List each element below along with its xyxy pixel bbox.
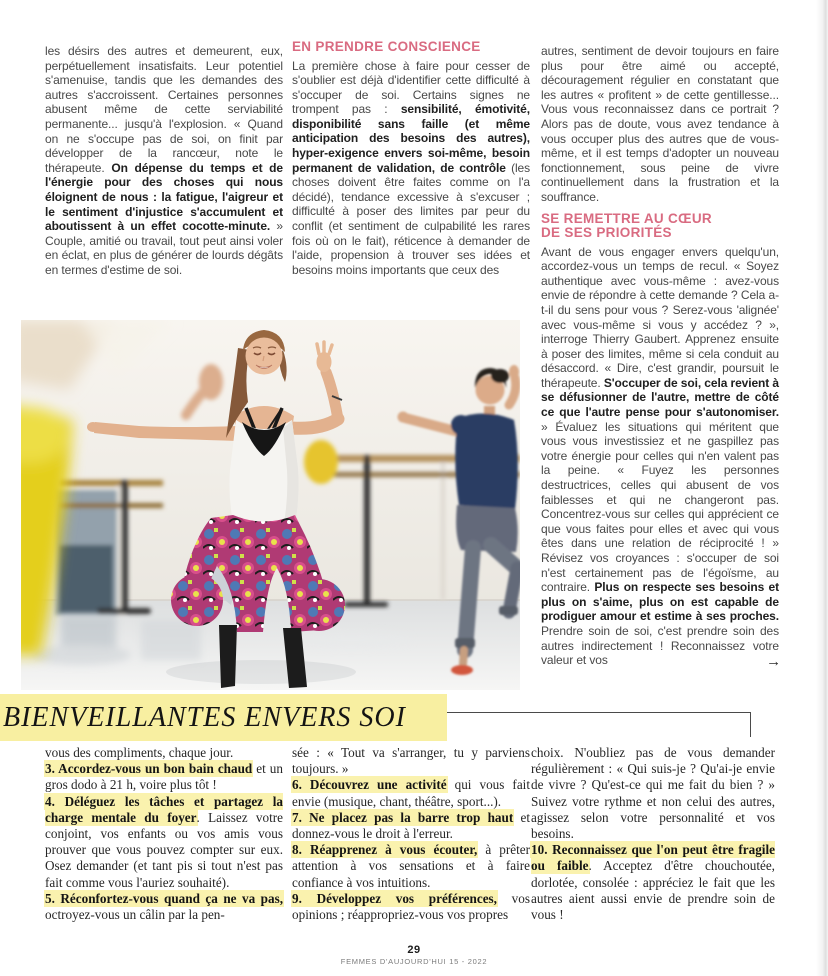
headline-text: BIENVEILLANTES ENVERS SOI xyxy=(3,702,406,733)
body-text: Avant de vous engager envers quelqu'un, accordez-vous un temps de recul. « Soyez authentique avec vous-même : avez-vous envie de répondre à cette demande ? Cela a-t-il du sens pour vous ? Serez-vous 'alignée' avec vous-même si vous y accédez ? », interroge Thierry Gaubert. Apprenez ensuite à poser des limites, même si cela conduit au désaccord. « Dire, c'est grandir, poursuit le thérapeute. S'occuper de soi, cela revient à se défusionner de l'autre, mettre de côté ce que l'autre pense pour s'autonomiser. » Évaluez les situations qui méritent que vous vous investissiez et ne gaspillez pas votre énergie pour celles qui n'en valent pas la peine. « Fuyez les personnes destructrices, celles qui abusent de vos faiblesses et qui ne changeront pas. Concentrez-vous sur celles qui apprécient ce que vous faites pour elles et avec qui vous êtes dans une relation de réciprocité ! » Révisez vos croyances : s'occuper de soi n'est certainement pas de l'égoïsme, au contraire. Plus on respecte ses besoins et plus on s'aime, plus on est capable de prodiguer amour et estime à ses proches. Prendre soin de soi, c'est prendre soin des autres indirectement ! Reconnaissez votre valeur et vos xyxy=(541,244,779,668)
section-heading-priorites xyxy=(541,212,779,241)
tips-text: choix. N'oubliez pas de vous demander régulièrement : « Qui suis-je ? Qu'ai-je envie de vivre ? Qu'est-ce qui me fait du bien ? » Suivez votre rythme et non celui des autres, agissez selon votre personnalité et vos besoins. 10. Reconnaissez que l'on peut être fragile ou faible. Acceptez d'être chouchoutée, dorlotée, consolée : appréciez le fait que les autres aient aussi envie de prendre soin de vous ! xyxy=(531,745,775,923)
headline-rule xyxy=(447,712,751,737)
page-number: 29 xyxy=(407,944,421,956)
tips-text: vous des compliments, chaque jour. 3. Accordez-vous un bon bain chaud et un gros dodo à 21 h, voire plus tôt ! 4. Déléguez les tâches et partagez la charge mentale du foyer. Laissez votre conjoint, vos enfants ou vos amis vous prouver que vous pouvez compter sur eux. Osez demander (et tant pis si tout n'est pas fait comme vous l'auriez souhaité). 5. Réconfortez-vous quand ça ne va pas, octroyez-vous un câlin par la pen- xyxy=(45,745,284,923)
tips-text: sée : « Tout va s'arranger, tu y parviens toujours. » 6. Découvrez une activité qui vous fait envie (musique, chant, théâtre, sport...). 7. Ne placez pas la barre trop haut et donnez-vous le droit à l'erreur. 8. Réapprenez à vous écouter, à prêter attention à vos sensations et à faire confiance à vos intuitions. 9. Développez vos préférences, vos opinions ; réappropriez-vous vos propres xyxy=(292,745,530,923)
top-column-2 xyxy=(292,40,530,277)
body-text: La première chose à faire pour cesser de s'oublier est déjà d'identifier cette difficulté à s'occuper de soi. Certains signes ne trompent pas : sensibilité, émotivité, disponibilité sans faille (et même anticipation des besoins des autres), hyper-exigence envers soi-même, besoin permanent de validation, de contrôle (les choses doivent être faites comme on l'a décidé), tendance excessive à s'excuser ; difficulté à poser des limites par peur du conflit (et sentiment de culpabilité les rares fois où on le fait), réticence à demander de l'aide, propension à trouver ses idées et besoins moins importants que ceux des xyxy=(292,58,530,277)
continuation-arrow: → xyxy=(766,653,781,671)
bottom-column-3 xyxy=(531,745,775,923)
heading-line: DE SES PRIORITÉS xyxy=(541,225,672,241)
page-edge xyxy=(816,0,828,976)
section-heading-conscience: EN PRENDRE CONSCIENCE xyxy=(292,39,481,54)
ballet-barre xyxy=(59,480,163,486)
bottom-column-2 xyxy=(292,745,530,923)
magazine-name: FEMMES D'AUJOURD'HUI 15 - 2022 xyxy=(340,957,488,966)
bottom-column-1 xyxy=(45,745,283,923)
dance-class-photo xyxy=(21,320,520,690)
body-text: les désirs des autres et demeurent, eux, perpétuellement insatisfaits. Leur potentiel s'amenuise, tandis que les demandes des autres s'accroissent. Certaines personnes abusent même de cette serviabilité permanente... jusqu'à l'explosion. « Quand on ne s'occupe pas de soi, on finit par développer de la rancœur, note le thérapeute. On dépense du temps et de l'énergie pour des choses qui nous éloignent de nous : la fatigue, l'aigreur et le sentiment d'injustice s'accumulent et aboutissent à un effet cocotte-minute. » Couple, amitié ou travail, tout peut ainsi voler en éclat, en plus de générer de lourds dégâts en termes d'estime de soi. xyxy=(45,44,283,277)
top-column-3 xyxy=(541,44,781,671)
photo-illustration xyxy=(21,320,520,690)
top-column-1 xyxy=(45,44,283,278)
body-text: autres, sentiment de devoir toujours en faire plus pour être aimé ou accepté, découragement régulier en constatant que les autres « profitent » de cette gentillesse... Vous vous reconnaissez dans ce portrait ? Alors pas de doute, vous avez tendance à vous occuper plus des autres que de vous-même, et il est temps d'adopter un nouveau fonctionnement, sous peine de vivre continuellement dans la frustration et la souffrance. xyxy=(541,44,779,204)
page-footer xyxy=(0,944,828,966)
headline-band xyxy=(0,694,447,741)
heading-line: SE REMETTRE AU CŒUR xyxy=(541,210,712,226)
